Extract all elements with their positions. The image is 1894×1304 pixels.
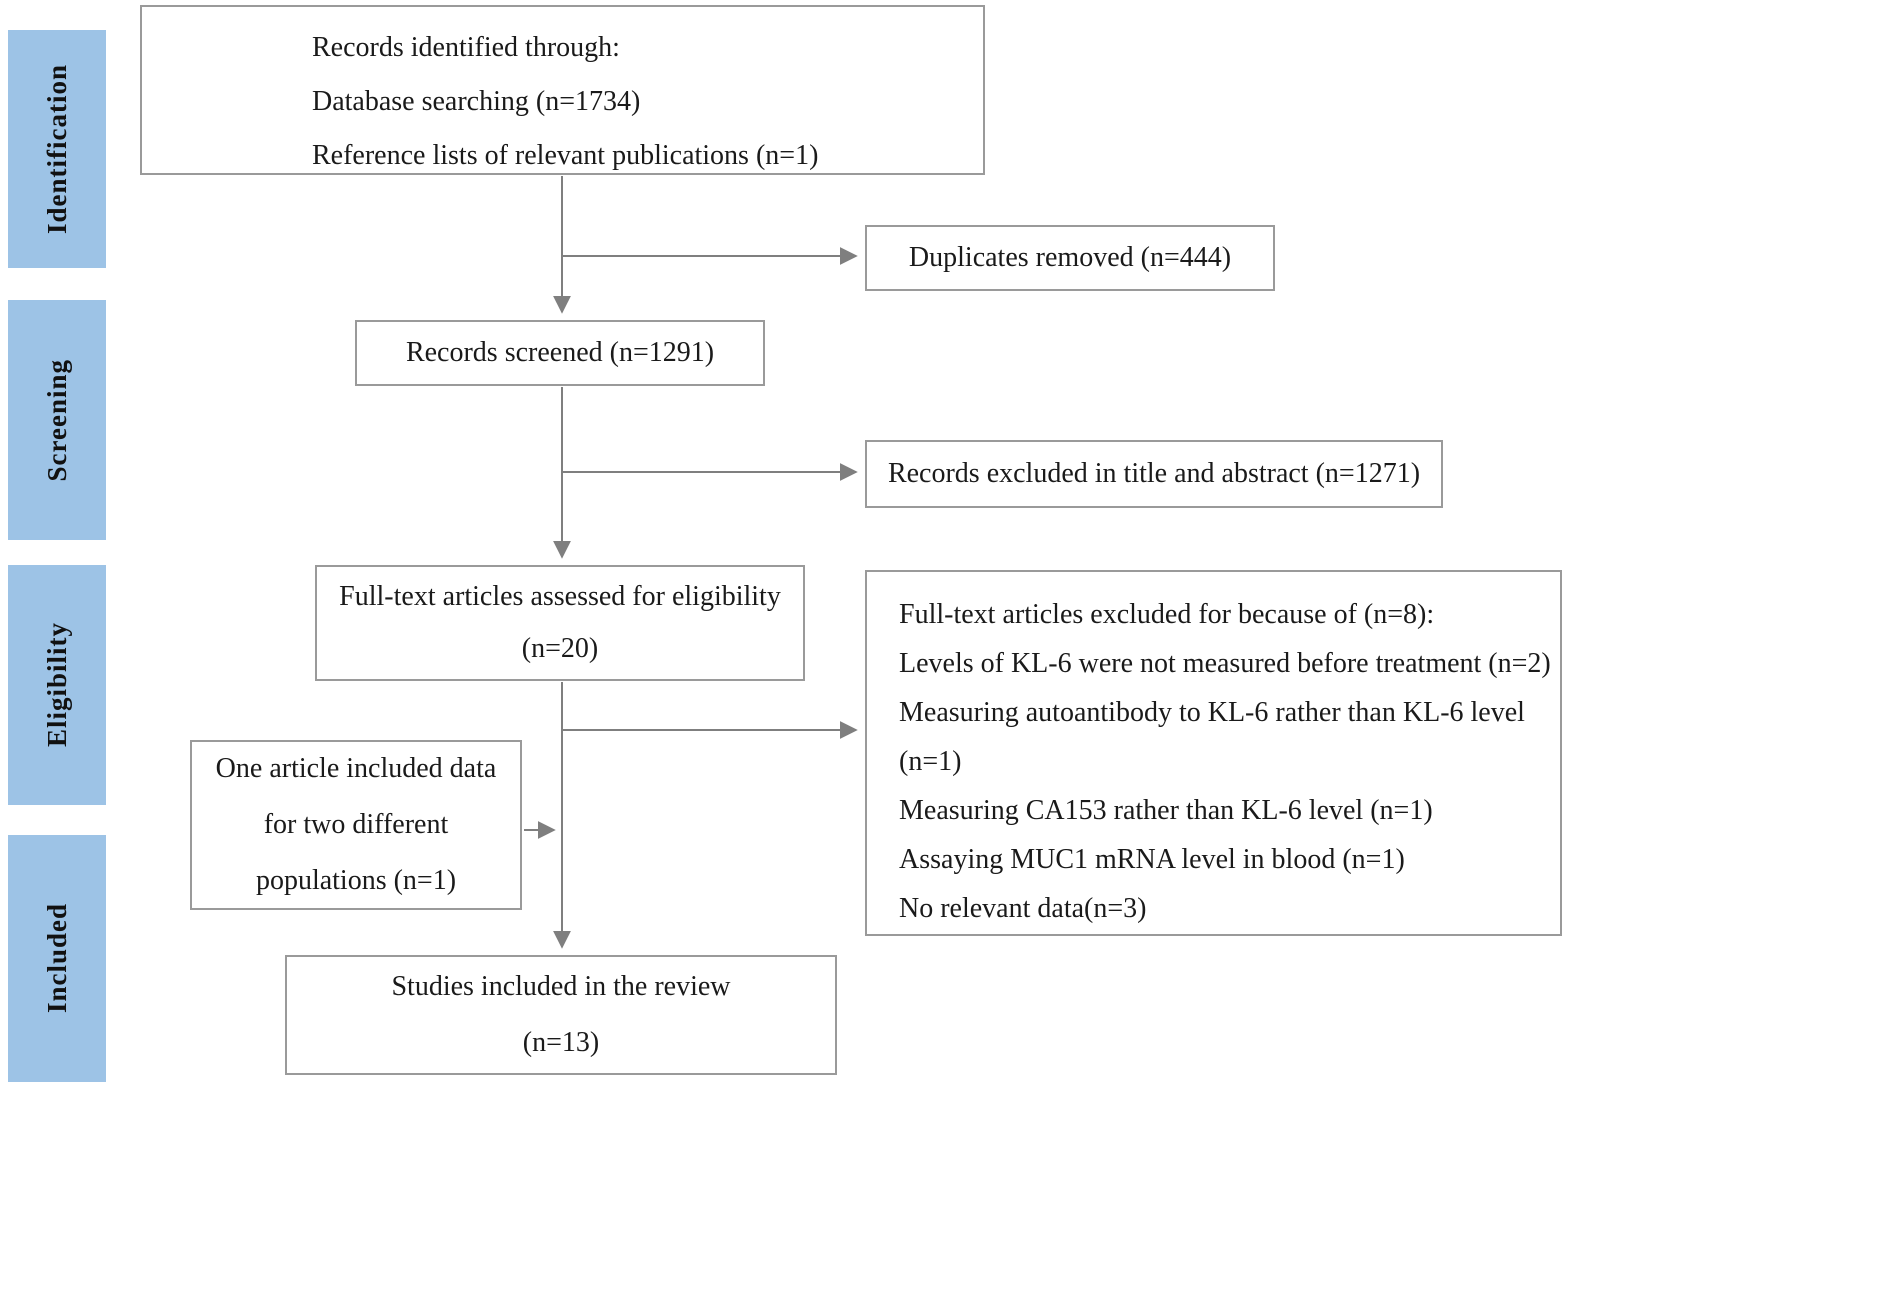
duplicates-removed-text: Duplicates removed (n=444) xyxy=(908,242,1232,273)
box-records-excluded-title-abstract xyxy=(865,440,1443,508)
box-studies-included xyxy=(285,955,837,1075)
box-fulltext-excluded xyxy=(865,570,1562,936)
records-identified-line-2: Database searching (n=1734) xyxy=(312,86,641,117)
stage-identification-label: Identification xyxy=(41,63,72,234)
box-records-identified xyxy=(140,5,985,175)
fulltext-assessed-line-2: (n=20) xyxy=(521,633,599,664)
fulltext-excluded-line-5: Measuring CA153 rather than KL-6 level (n=1) xyxy=(899,795,1433,826)
stage-eligibility-label: Eligibility xyxy=(41,622,72,748)
stage-included-label: Included xyxy=(41,903,72,1014)
fulltext-excluded-line-7: No relevant data(n=3) xyxy=(899,893,1147,924)
box-fulltext-assessed xyxy=(315,565,805,681)
fulltext-excluded-line-6: Assaying MUC1 mRNA level in blood (n=1) xyxy=(899,844,1405,875)
stage-eligibility xyxy=(8,565,106,805)
one-article-line-1: One article included data xyxy=(215,753,497,784)
studies-included-line-1: Studies included in the review xyxy=(391,971,731,1002)
one-article-line-2: for two different xyxy=(263,809,449,840)
fulltext-excluded-line-3: Measuring autoantibody to KL-6 rather than KL-6 level xyxy=(899,697,1525,728)
fulltext-excluded-line-4: (n=1) xyxy=(899,746,962,777)
fulltext-excluded-line-2: Levels of KL-6 were not measured before treatment (n=2) xyxy=(899,648,1551,679)
stage-screening-label: Screening xyxy=(41,358,72,482)
records-identified-line-3: Reference lists of relevant publications (n=1) xyxy=(312,140,819,171)
stage-identification xyxy=(8,30,106,268)
box-records-screened xyxy=(355,320,765,386)
box-one-article-two-populations xyxy=(190,740,522,910)
stage-screening xyxy=(8,300,106,540)
records-identified-line-1: Records identified through: xyxy=(312,32,620,63)
records-excluded-text: Records excluded in title and abstract (n=1271) xyxy=(887,458,1421,489)
box-duplicates-removed xyxy=(865,225,1275,291)
fulltext-excluded-line-1: Full-text articles excluded for because of (n=8): xyxy=(899,599,1435,630)
stage-included xyxy=(8,835,106,1082)
studies-included-line-2: (n=13) xyxy=(522,1027,600,1058)
records-screened-text: Records screened (n=1291) xyxy=(405,337,715,368)
one-article-line-3: populations (n=1) xyxy=(255,865,457,896)
fulltext-assessed-line-1: Full-text articles assessed for eligibility xyxy=(339,581,781,612)
